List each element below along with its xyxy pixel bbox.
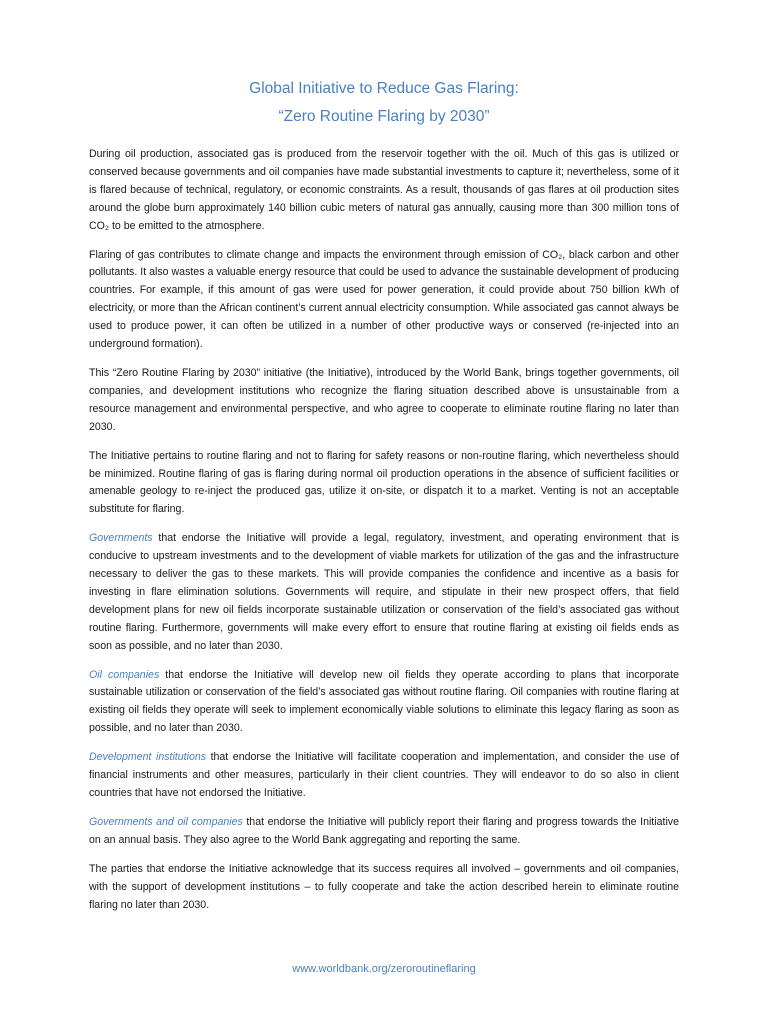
title-line-1: Global Initiative to Reduce Gas Flaring: (249, 80, 519, 97)
paragraph-text: Flaring of gas contributes to climate change and impacts the environment through emission of CO₂, black carbon and other pollutants. It also wastes a valuable energy resource that could be used to advance the sustainable development of producing countries. For example, if this amount of gas were used for power generation, it could provide about 750 billion kWh of electricity, or more than the African continent’s current annual electricity consumption. While associated gas cannot always be used to produce power, it can often be utilized in a number of other productive ways or conserved (re-injected into an underground formation). (89, 248, 679, 351)
paragraph-text: that endorse the Initiative will develop new oil fields they operate according to plans that incorporate sustainable utilization or conservation of the field’s associated gas without routine flaring. Oil companies with routine flaring at existing oil fields they operate will seek to implement economically viable solutions to eliminate this legacy flaring as soon as possible, and no later than 2030. (89, 668, 680, 735)
paragraph-text: The parties that endorse the Initiative acknowledge that its success requires all involved – governments and oil companies, with the support of development institutions – to fully cooperate and take the action described herein to eliminate routine flaring no later than 2030. (89, 862, 679, 911)
paragraph-2 (89, 247, 679, 354)
paragraph-lead: Governments and oil companies (89, 815, 243, 828)
paragraph-text: During oil production, associated gas is produced from the reservoir together with the oil. Much of this gas is utilized or conserved because governments and oil companies have made substantial investments to capture it; nevertheless, some of it is flared because of technical, regulatory, or economic constraints. As a result, thousands of gas flares at oil production sites around the globe burn approximately 140 billion cubic meters of natural gas annually, causing more than 300 million tons of CO₂ to be emitted to the atmosphere. (89, 148, 679, 232)
paragraph-1 (89, 146, 679, 236)
paragraph-closing (89, 861, 679, 915)
paragraph-text: The Initiative pertains to routine flaring and not to flaring for safety reasons or non-routine flaring, which nevertheless should be minimized. Routine flaring of gas is flaring during normal oil production operations in the absence of sufficient facilities or amenable geology to re-inject the produced gas, utilize it on-site, or dispatch it to a market. Venting is not an acceptable substitute for flaring. (89, 449, 679, 516)
paragraph-development-institutions (89, 749, 679, 803)
paragraph-lead: Governments (89, 532, 153, 545)
paragraph-lead: Development institutions (89, 751, 207, 764)
document-body (89, 146, 679, 925)
title-line-2: “Zero Routine Flaring by 2030” (278, 108, 490, 125)
paragraph-governments-and-oil-companies (89, 814, 679, 850)
paragraph-text: that endorse the Initiative will provide a legal, regulatory, investment, and operating environment that is conducive to upstream investments and to the development of viable markets for utilization of the gas and the infrastructure necessary to deliver the gas to these markets. This will provide companies the confidence and incentive as a basis for investing in flare elimination solutions. Governments will require, and stipulate in their new prospect offers, that field development plans for new oil fields incorporate sustainable utilization or conservation of the field’s associated gas without routine flaring. Furthermore, governments will make every effort to ensure that routine flaring at existing oil fields ends as soon as possible, and no later than 2030. (89, 532, 679, 652)
paragraph-lead: Oil companies (89, 668, 160, 681)
footer-url-link[interactable]: www.worldbank.org/zeroroutineflaring (292, 963, 476, 975)
paragraph-text: that endorse the Initiative will facilitate cooperation and implementation, and consider the use of financial instruments and other measures, particularly in their client countries. They will endeavor to do so also in client countries that have not endorsed the Initiative. (89, 751, 679, 799)
paragraph-oil-companies (89, 667, 679, 739)
paragraph-text: that endorse the Initiative will publicly report their flaring and progress towards the Initiative on an annual basis. They also agree to the World Bank aggregating and reporting the same. (89, 815, 679, 846)
paragraph-governments (89, 530, 679, 655)
paragraph-4 (89, 448, 679, 520)
paragraph-text: This “Zero Routine Flaring by 2030” initiative (the Initiative), introduced by the World Bank, brings together governments, oil companies, and development institutions who recognize the flaring situation described above is unsustainable from a resource management and environmental perspective, and who agree to cooperate to eliminate routine flaring no later than 2030. (89, 366, 679, 433)
paragraph-3 (89, 365, 679, 437)
